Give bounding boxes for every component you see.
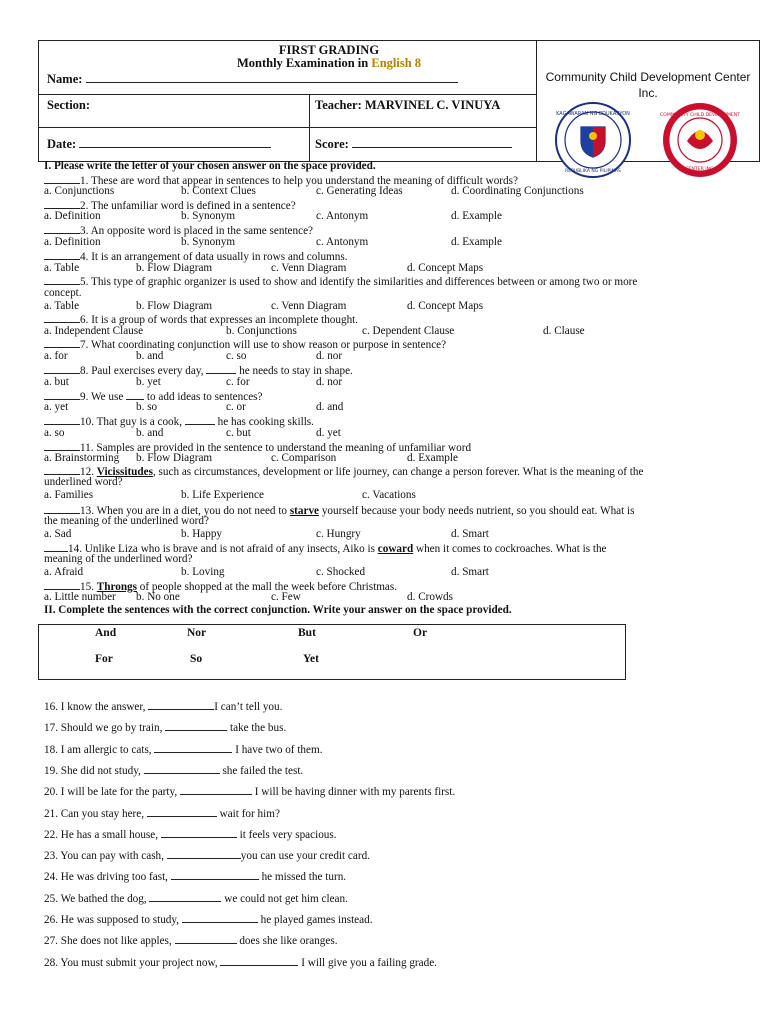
word-bank-item: But bbox=[298, 627, 316, 639]
answer-option[interactable]: a. Brainstorming bbox=[44, 452, 120, 464]
answer-option[interactable]: b. Life Experience bbox=[181, 489, 264, 501]
answer-option[interactable]: a. Little number bbox=[44, 591, 116, 603]
deped-seal-logo bbox=[554, 101, 632, 179]
answer-option[interactable]: d. Example bbox=[451, 210, 502, 222]
fill-in-sentence bbox=[44, 784, 455, 798]
section-label: Section: bbox=[47, 98, 91, 112]
sentence-text: take the bus. bbox=[227, 722, 287, 735]
sentence-text: 19. She did not study, bbox=[44, 764, 144, 777]
question-text: 4. It is an arrangement of data usually in rows and columns. bbox=[80, 251, 348, 263]
answer-option[interactable]: c. Shocked bbox=[316, 566, 366, 578]
question-text-continued: underlined word? bbox=[44, 476, 123, 488]
sentence-text: 18. I am allergic to cats, bbox=[44, 743, 155, 756]
underlined-word: Vicissitudes bbox=[96, 466, 153, 478]
answer-option[interactable]: d. yet bbox=[316, 427, 341, 439]
answer-option[interactable]: d. Example bbox=[451, 236, 502, 248]
question-text: 15. bbox=[80, 581, 97, 593]
answer-options bbox=[44, 566, 744, 579]
answer-blank[interactable] bbox=[44, 389, 80, 400]
fill-in-sentence bbox=[44, 912, 373, 926]
question-text-continued: meaning of the underlined word? bbox=[44, 553, 193, 565]
answer-option[interactable]: c. Antonym bbox=[316, 210, 369, 222]
date-field[interactable]: Date: bbox=[47, 136, 271, 152]
question-text: , such as circumstances, development or life journey, can change a person forever. What is the meaning of the bbox=[152, 466, 644, 478]
answer-option[interactable]: b. yet bbox=[136, 376, 161, 388]
answer-option[interactable]: a. Sad bbox=[44, 528, 72, 540]
word-bank-item: And bbox=[95, 627, 117, 639]
answer-option[interactable]: a. yet bbox=[44, 401, 69, 413]
answer-option[interactable]: d. Clause bbox=[543, 325, 585, 337]
answer-options bbox=[44, 401, 744, 414]
answer-blank[interactable] bbox=[44, 198, 80, 209]
answer-options bbox=[44, 376, 744, 389]
exam-subtitle: Monthly Examination in English 8 bbox=[236, 56, 422, 70]
question-text: 12. bbox=[80, 466, 97, 478]
question-text: when it comes to cockroaches. What is the bbox=[413, 543, 607, 555]
question-text: 9. We use bbox=[80, 391, 127, 403]
answer-option[interactable]: d. nor bbox=[316, 350, 343, 362]
question-text: 1. These are word that appear in sentences to help you understand the meaning of difficult words? bbox=[80, 175, 518, 187]
question-item bbox=[44, 464, 643, 478]
answer-option[interactable]: d. Coordinating Conjunctions bbox=[451, 185, 584, 197]
svg-text:CENTER INC.: CENTER INC. bbox=[685, 167, 715, 172]
answer-option[interactable]: c. for bbox=[226, 376, 250, 388]
conjunction-blank[interactable] bbox=[167, 848, 241, 859]
answer-blank[interactable] bbox=[44, 363, 80, 374]
answer-option[interactable]: c. Venn Diagram bbox=[271, 262, 347, 274]
sentence-text: I will give you a failing grade. bbox=[298, 956, 437, 969]
score-field[interactable]: Score: bbox=[315, 136, 512, 152]
answer-option[interactable]: d. Example bbox=[407, 452, 458, 464]
answer-option[interactable]: b. and bbox=[136, 350, 164, 362]
sentence-text: you can use your credit card. bbox=[240, 850, 370, 863]
sentence-text: 25. We bathed the dog, bbox=[44, 892, 150, 905]
answer-blank[interactable] bbox=[44, 464, 80, 475]
name-field[interactable]: Name: bbox=[47, 71, 458, 87]
header-divider bbox=[39, 94, 536, 95]
question-text-continued: the meaning of the underlined word? bbox=[44, 515, 209, 527]
conjunction-blank[interactable] bbox=[147, 806, 217, 817]
answer-option[interactable]: a. Definition bbox=[44, 236, 101, 248]
question-item bbox=[44, 274, 637, 288]
answer-blank[interactable] bbox=[44, 223, 80, 234]
underlined-word: Throngs bbox=[96, 581, 137, 593]
sentence-text: 21. Can you stay here, bbox=[44, 807, 147, 820]
question-text: of people shopped at the mall the week before Christmas. bbox=[137, 581, 398, 593]
svg-text:KAGAWARAN NG EDUKASYON: KAGAWARAN NG EDUKASYON bbox=[556, 111, 630, 117]
word-bank-item: So bbox=[190, 653, 203, 665]
teacher-label: Teacher: MARVINEL C. VINUYA bbox=[315, 98, 501, 112]
conjunction-blank[interactable] bbox=[175, 933, 237, 944]
word-bank-item: Yet bbox=[303, 653, 319, 665]
conjunction-blank[interactable] bbox=[149, 891, 221, 902]
sentence-text: wait for him? bbox=[216, 807, 280, 820]
sentence-text: 16. I know the answer, bbox=[44, 701, 149, 713]
header-divider bbox=[39, 127, 536, 128]
fill-in-sentence bbox=[44, 933, 338, 947]
answer-option[interactable]: c. Comparison bbox=[271, 452, 337, 464]
question-text: 13. When you are in a diet, you do not need to bbox=[80, 505, 290, 517]
question-text: he needs to stay in shape. bbox=[236, 365, 353, 377]
answer-option[interactable]: a. for bbox=[44, 350, 68, 362]
question-item bbox=[44, 414, 314, 428]
conjunction-blank[interactable] bbox=[154, 742, 232, 753]
sentence-text: I will be having dinner with my parents first. bbox=[251, 786, 456, 799]
answer-option[interactable]: a. Afraid bbox=[44, 566, 84, 578]
question-text: yourself because your body needs nutrient, so you should eat. What is bbox=[319, 505, 635, 517]
question-text: 11. Samples are provided in the sentence to understand the meaning of unfamiliar word bbox=[80, 442, 472, 454]
answer-option[interactable]: b. Flow Diagram bbox=[136, 300, 213, 312]
answer-option[interactable]: b. Happy bbox=[181, 528, 223, 540]
answer-option[interactable]: c. Dependent Clause bbox=[362, 325, 455, 337]
header-divider-vertical bbox=[536, 41, 537, 161]
answer-option[interactable]: a. Conjunctions bbox=[44, 185, 115, 197]
school-name: Community Child Development Center Inc. bbox=[545, 70, 751, 100]
fill-in-sentence bbox=[44, 742, 323, 756]
answer-option[interactable]: b. No one bbox=[136, 591, 180, 603]
fill-in-sentence bbox=[44, 848, 370, 862]
sentence-text: 24. He was driving too fast, bbox=[44, 871, 171, 884]
conjunction-blank[interactable] bbox=[144, 763, 220, 774]
question-item bbox=[44, 249, 348, 263]
svg-text:REPUBLIKA NG PILIPINAS: REPUBLIKA NG PILIPINAS bbox=[565, 169, 621, 174]
question-item bbox=[44, 363, 353, 377]
answer-blank[interactable] bbox=[44, 579, 80, 590]
answer-option[interactable]: d. nor bbox=[316, 376, 343, 388]
underlined-word: starve bbox=[289, 505, 320, 517]
question-text: 10. That guy is a cook, bbox=[80, 416, 185, 428]
answer-option[interactable]: d. Crowds bbox=[407, 591, 453, 603]
question-text: 3. An opposite word is placed in the same sentence? bbox=[80, 225, 314, 237]
answer-option[interactable]: d. and bbox=[316, 401, 344, 413]
question-text-continued: concept. bbox=[44, 287, 82, 299]
answer-option[interactable]: c. but bbox=[226, 427, 251, 439]
question-text: 6. It is a group of words that expresses an incomplete thought. bbox=[80, 314, 359, 326]
answer-blank[interactable] bbox=[44, 503, 80, 514]
fill-in-sentence bbox=[44, 869, 346, 883]
answer-option[interactable]: d. Concept Maps bbox=[407, 262, 484, 274]
fill-in-sentence bbox=[44, 720, 286, 734]
answer-option[interactable]: a. so bbox=[44, 427, 65, 439]
question-item bbox=[44, 223, 313, 237]
part1-instruction: I. Please write the letter of your chosen answer on the space provided. bbox=[44, 160, 376, 172]
answer-blank[interactable] bbox=[44, 312, 80, 323]
header-divider-vertical bbox=[309, 94, 310, 161]
inline-blank[interactable] bbox=[126, 389, 144, 400]
fill-in-sentence bbox=[44, 763, 303, 777]
question-text: 5. This type of graphic organizer is used to show and identify the similarities and differences between or among two or more bbox=[80, 276, 638, 288]
answer-option[interactable]: b. and bbox=[136, 427, 164, 439]
answer-blank[interactable] bbox=[44, 440, 80, 451]
answer-blank[interactable] bbox=[44, 249, 80, 260]
word-bank-item: Or bbox=[413, 627, 428, 639]
sentence-text: we could not get him clean. bbox=[221, 892, 348, 905]
conjunction-blank[interactable] bbox=[220, 955, 298, 966]
answer-option[interactable]: c. Few bbox=[271, 591, 301, 603]
sentence-text: I can’t tell you. bbox=[214, 701, 283, 713]
answer-option[interactable]: b. so bbox=[136, 401, 158, 413]
inline-blank[interactable] bbox=[185, 414, 215, 425]
sentence-text: 23. You can pay with cash, bbox=[44, 850, 167, 863]
answer-options bbox=[44, 489, 744, 502]
sentence-text: 28. You must submit your project now, bbox=[44, 956, 221, 969]
answer-options bbox=[44, 236, 744, 249]
sentence-text: he played games instead. bbox=[257, 914, 373, 926]
answer-blank[interactable] bbox=[44, 414, 80, 425]
question-item bbox=[44, 312, 358, 326]
sentence-text: 20. I will be late for the party, bbox=[44, 786, 180, 799]
fill-in-sentence bbox=[44, 827, 337, 841]
answer-options bbox=[44, 210, 744, 223]
conjunction-blank[interactable] bbox=[148, 699, 214, 710]
answer-option[interactable]: a. Table bbox=[44, 262, 80, 274]
answer-options bbox=[44, 185, 744, 198]
answer-options bbox=[44, 528, 744, 541]
conjunction-word-bank bbox=[38, 624, 626, 680]
answer-option[interactable]: c. Generating Ideas bbox=[316, 185, 403, 197]
exam-subject: English 8 bbox=[371, 56, 422, 70]
sentence-text: 27. She does not like apples, bbox=[44, 935, 175, 948]
conjunction-blank[interactable] bbox=[180, 784, 252, 795]
question-item bbox=[44, 337, 446, 351]
conjunction-blank[interactable] bbox=[182, 912, 258, 923]
sentence-text: 22. He has a small house, bbox=[44, 828, 161, 841]
question-text: 14. Unlike Liza who is brave and is not afraid of any insects, Aiko is bbox=[68, 543, 378, 555]
part2-instruction: II. Complete the sentences with the correct conjunction. Write your answer on the space provided. bbox=[44, 604, 512, 616]
conjunction-blank[interactable] bbox=[165, 720, 227, 731]
sentence-text: 17. Should we go by train, bbox=[44, 722, 166, 735]
answer-option[interactable]: b. Synonym bbox=[181, 236, 236, 248]
sentence-text: does she like oranges. bbox=[236, 935, 338, 948]
answer-option[interactable]: c. Hungry bbox=[316, 528, 361, 540]
word-bank-item: Nor bbox=[187, 627, 207, 639]
answer-option[interactable]: b. Flow Diagram bbox=[136, 262, 213, 274]
question-text: to add ideas to sentences? bbox=[144, 391, 263, 403]
answer-option[interactable]: b. Synonym bbox=[181, 210, 236, 222]
sentence-text: it feels very spacious. bbox=[236, 828, 337, 841]
question-text: he has cooking skills. bbox=[214, 416, 314, 428]
inline-blank[interactable] bbox=[206, 363, 236, 374]
sentence-text: 26. He was supposed to study, bbox=[44, 914, 182, 926]
fill-in-sentence bbox=[44, 806, 280, 820]
answer-blank[interactable] bbox=[44, 173, 80, 184]
answer-option[interactable]: d. Concept Maps bbox=[407, 300, 484, 312]
answer-option[interactable]: c. Vacations bbox=[362, 489, 416, 501]
answer-option[interactable]: c. Venn Diagram bbox=[271, 300, 347, 312]
fill-in-sentence bbox=[44, 699, 282, 713]
question-text: 8. Paul exercises every day, bbox=[80, 365, 207, 377]
answer-option[interactable]: c. or bbox=[226, 401, 246, 413]
question-text: 2. The unfamiliar word is defined in a sentence? bbox=[80, 200, 296, 212]
answer-option[interactable]: b. Loving bbox=[181, 566, 225, 578]
answer-option[interactable]: c. Antonym bbox=[316, 236, 369, 248]
question-text: 7. What coordinating conjunction will use to show reason or purpose in sentence? bbox=[80, 339, 447, 351]
fill-in-sentence bbox=[44, 891, 348, 905]
answer-options bbox=[44, 591, 744, 604]
school-seal-logo bbox=[659, 101, 741, 179]
answer-blank[interactable] bbox=[44, 274, 80, 285]
answer-option[interactable]: a. Independent Clause bbox=[44, 325, 144, 337]
answer-option[interactable]: a. Table bbox=[44, 300, 80, 312]
svg-text:COMMUNITY CHILD DEVELOPMENT: COMMUNITY CHILD DEVELOPMENT bbox=[660, 113, 740, 118]
answer-option[interactable]: b. Conjunctions bbox=[226, 325, 297, 337]
underlined-word: coward bbox=[377, 543, 414, 555]
answer-option[interactable]: b. Flow Diagram bbox=[136, 452, 213, 464]
answer-blank[interactable] bbox=[44, 337, 80, 348]
answer-option[interactable]: d. Smart bbox=[451, 566, 489, 578]
exam-title: FIRST GRADING bbox=[278, 43, 380, 57]
answer-option[interactable]: a. Families bbox=[44, 489, 94, 501]
word-bank-item: For bbox=[95, 653, 113, 665]
answer-blank[interactable] bbox=[44, 541, 68, 552]
conjunction-blank[interactable] bbox=[171, 869, 259, 880]
answer-option[interactable]: d. Smart bbox=[451, 528, 489, 540]
sentence-text: she failed the test. bbox=[219, 764, 304, 777]
answer-option[interactable]: c. so bbox=[226, 350, 247, 362]
answer-option[interactable]: a. but bbox=[44, 376, 69, 388]
answer-option[interactable]: a. Definition bbox=[44, 210, 101, 222]
sentence-text: I have two of them. bbox=[232, 743, 323, 756]
answer-option[interactable]: b. Context Clues bbox=[181, 185, 256, 197]
sentence-text: he missed the turn. bbox=[258, 871, 347, 884]
fill-in-sentence bbox=[44, 955, 437, 969]
answer-options bbox=[44, 427, 744, 440]
conjunction-blank[interactable] bbox=[161, 827, 237, 838]
answer-options bbox=[44, 350, 744, 363]
